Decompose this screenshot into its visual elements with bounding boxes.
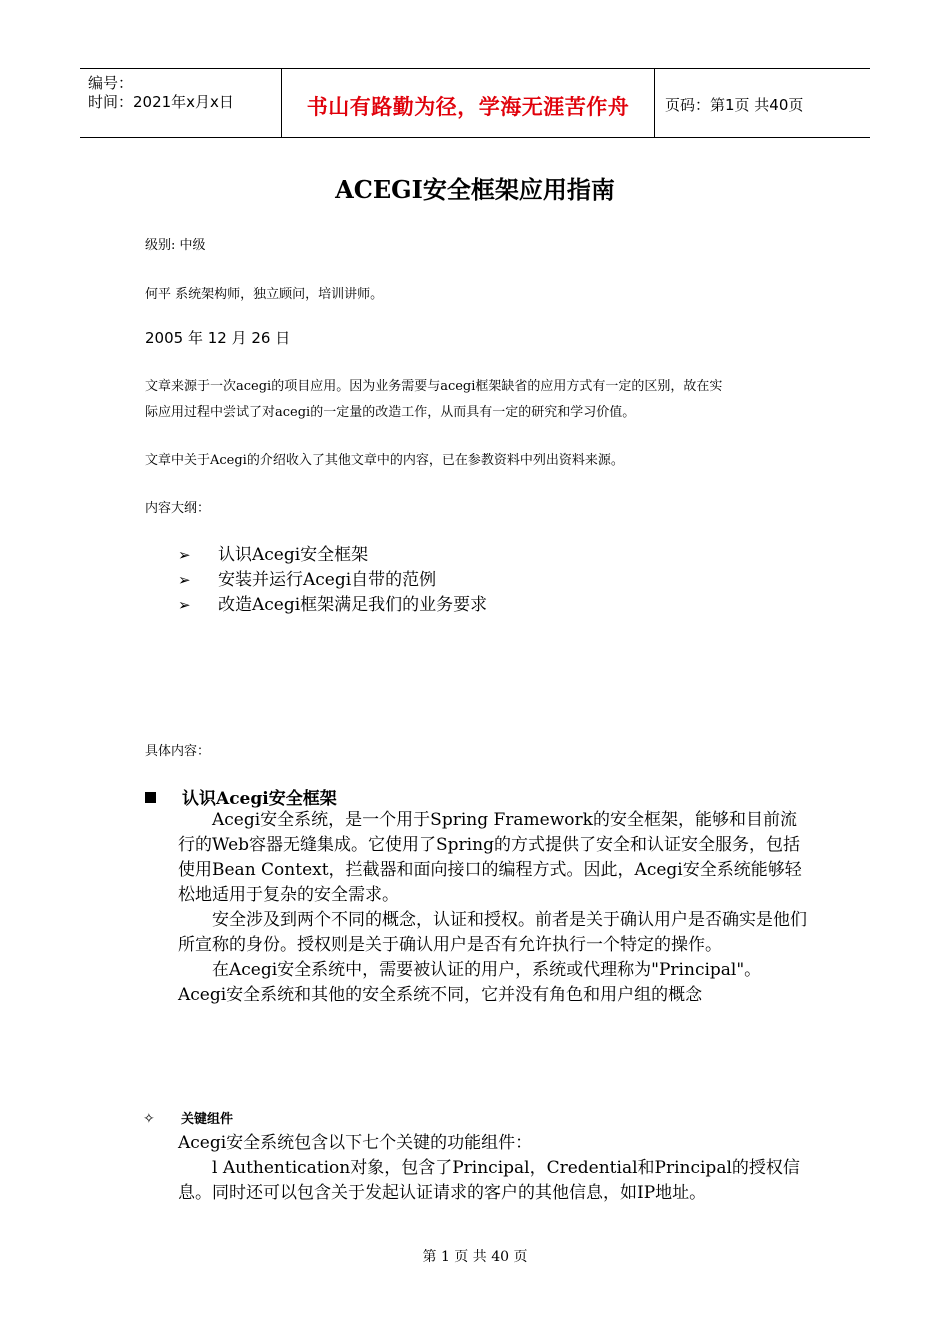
paragraph: Acegi安全系统包含以下七个关键的功能组件：: [178, 1133, 533, 1153]
number-label: 编号：: [88, 74, 134, 92]
level-text: 级别: 中级: [145, 238, 206, 253]
intro-line-1: 文章来源于一次acegi的项目应用。因为业务需要与acegi框架缺省的应用方式有一定的区别，故在实: [145, 379, 723, 394]
paragraph: l Authentication对象，包含了Principal，Credential和Principal的授权信息。同时还可以包含关于发起认证请求的客户的其他信息，如IP地址。: [178, 1158, 800, 1203]
outline-item: [178, 565, 487, 590]
subsection-heading: [143, 1108, 233, 1127]
header-page-number: 页码：第1页 共40页: [665, 96, 804, 114]
paragraph: 安全涉及到两个不同的概念，认证和授权。前者是关于确认用户是否确实是他们所宣称的身份。授权则是关于确认用户是否有允许执行一个特定的操作。: [178, 910, 807, 955]
outline-item-label: 改造Acegi框架满足我们的业务要求: [218, 595, 488, 615]
section1-body: [178, 808, 808, 1008]
header-motto: 书山有路勤为径，学海无涯苦作舟: [306, 95, 630, 119]
source-note: 文章中关于Acegi的介绍收入了其他文章中的内容，已在参教资料中列出资料来源。: [145, 453, 624, 468]
outline-list: [178, 540, 487, 615]
intro-line-2: 际应用过程中尝试了对acegi的一定量的改造工作，从而具有一定的研究和学习价值。: [145, 405, 636, 420]
paragraph: Acegi安全系统，是一个用于Spring Framework的安全框架，能够和目前流行的Web容器无缝集成。它使用了Spring的方式提供了安全和认证安全服务，包括使用Bean Context，拦截器和面向接口的编程方式。因此，Acegi安全系统能够轻松地适用于复杂的安全需求。: [178, 810, 802, 905]
date-text: 2005 年 12 月 26 日: [145, 329, 291, 347]
header-motto-cell: [282, 69, 655, 137]
page-header: [80, 68, 870, 138]
paragraph: 在Acegi安全系统中，需要被认证的用户，系统或代理称为"Principal"。Acegi安全系统和其他的安全系统不同，它并没有角色和用户组的概念: [178, 960, 762, 1005]
arrow-bullet-icon: ➢: [178, 596, 191, 614]
section2-body: [178, 1131, 808, 1206]
section-heading-text: 认识Acegi安全框架: [182, 789, 337, 809]
document-title: ACEGI安全框架应用指南: [335, 175, 615, 204]
outline-item-label: 认识Acegi安全框架: [218, 545, 369, 565]
arrow-bullet-icon: ➢: [178, 546, 191, 564]
detail-label: 具体内容：: [145, 744, 211, 759]
page-footer: 第 1 页 共 40 页: [422, 1249, 528, 1265]
section-heading: [145, 784, 337, 809]
arrow-bullet-icon: ➢: [178, 571, 191, 589]
outline-item: [178, 590, 487, 615]
author-text: 何平 系统架构师，独立顾问，培训讲师。: [145, 287, 384, 302]
square-bullet-icon: [145, 792, 156, 803]
header-meta-cell: [80, 69, 282, 137]
subsection-heading-text: 关键组件: [181, 1112, 234, 1127]
outline-item: [178, 540, 487, 565]
diamond-bullet-icon: ✧: [143, 1111, 155, 1127]
outline-item-label: 安装并运行Acegi自带的范例: [218, 570, 437, 590]
header-page-cell: [655, 69, 870, 137]
time-label: 时间：2021年x月x日: [88, 93, 234, 111]
outline-label: 内容大纲：: [145, 501, 211, 516]
